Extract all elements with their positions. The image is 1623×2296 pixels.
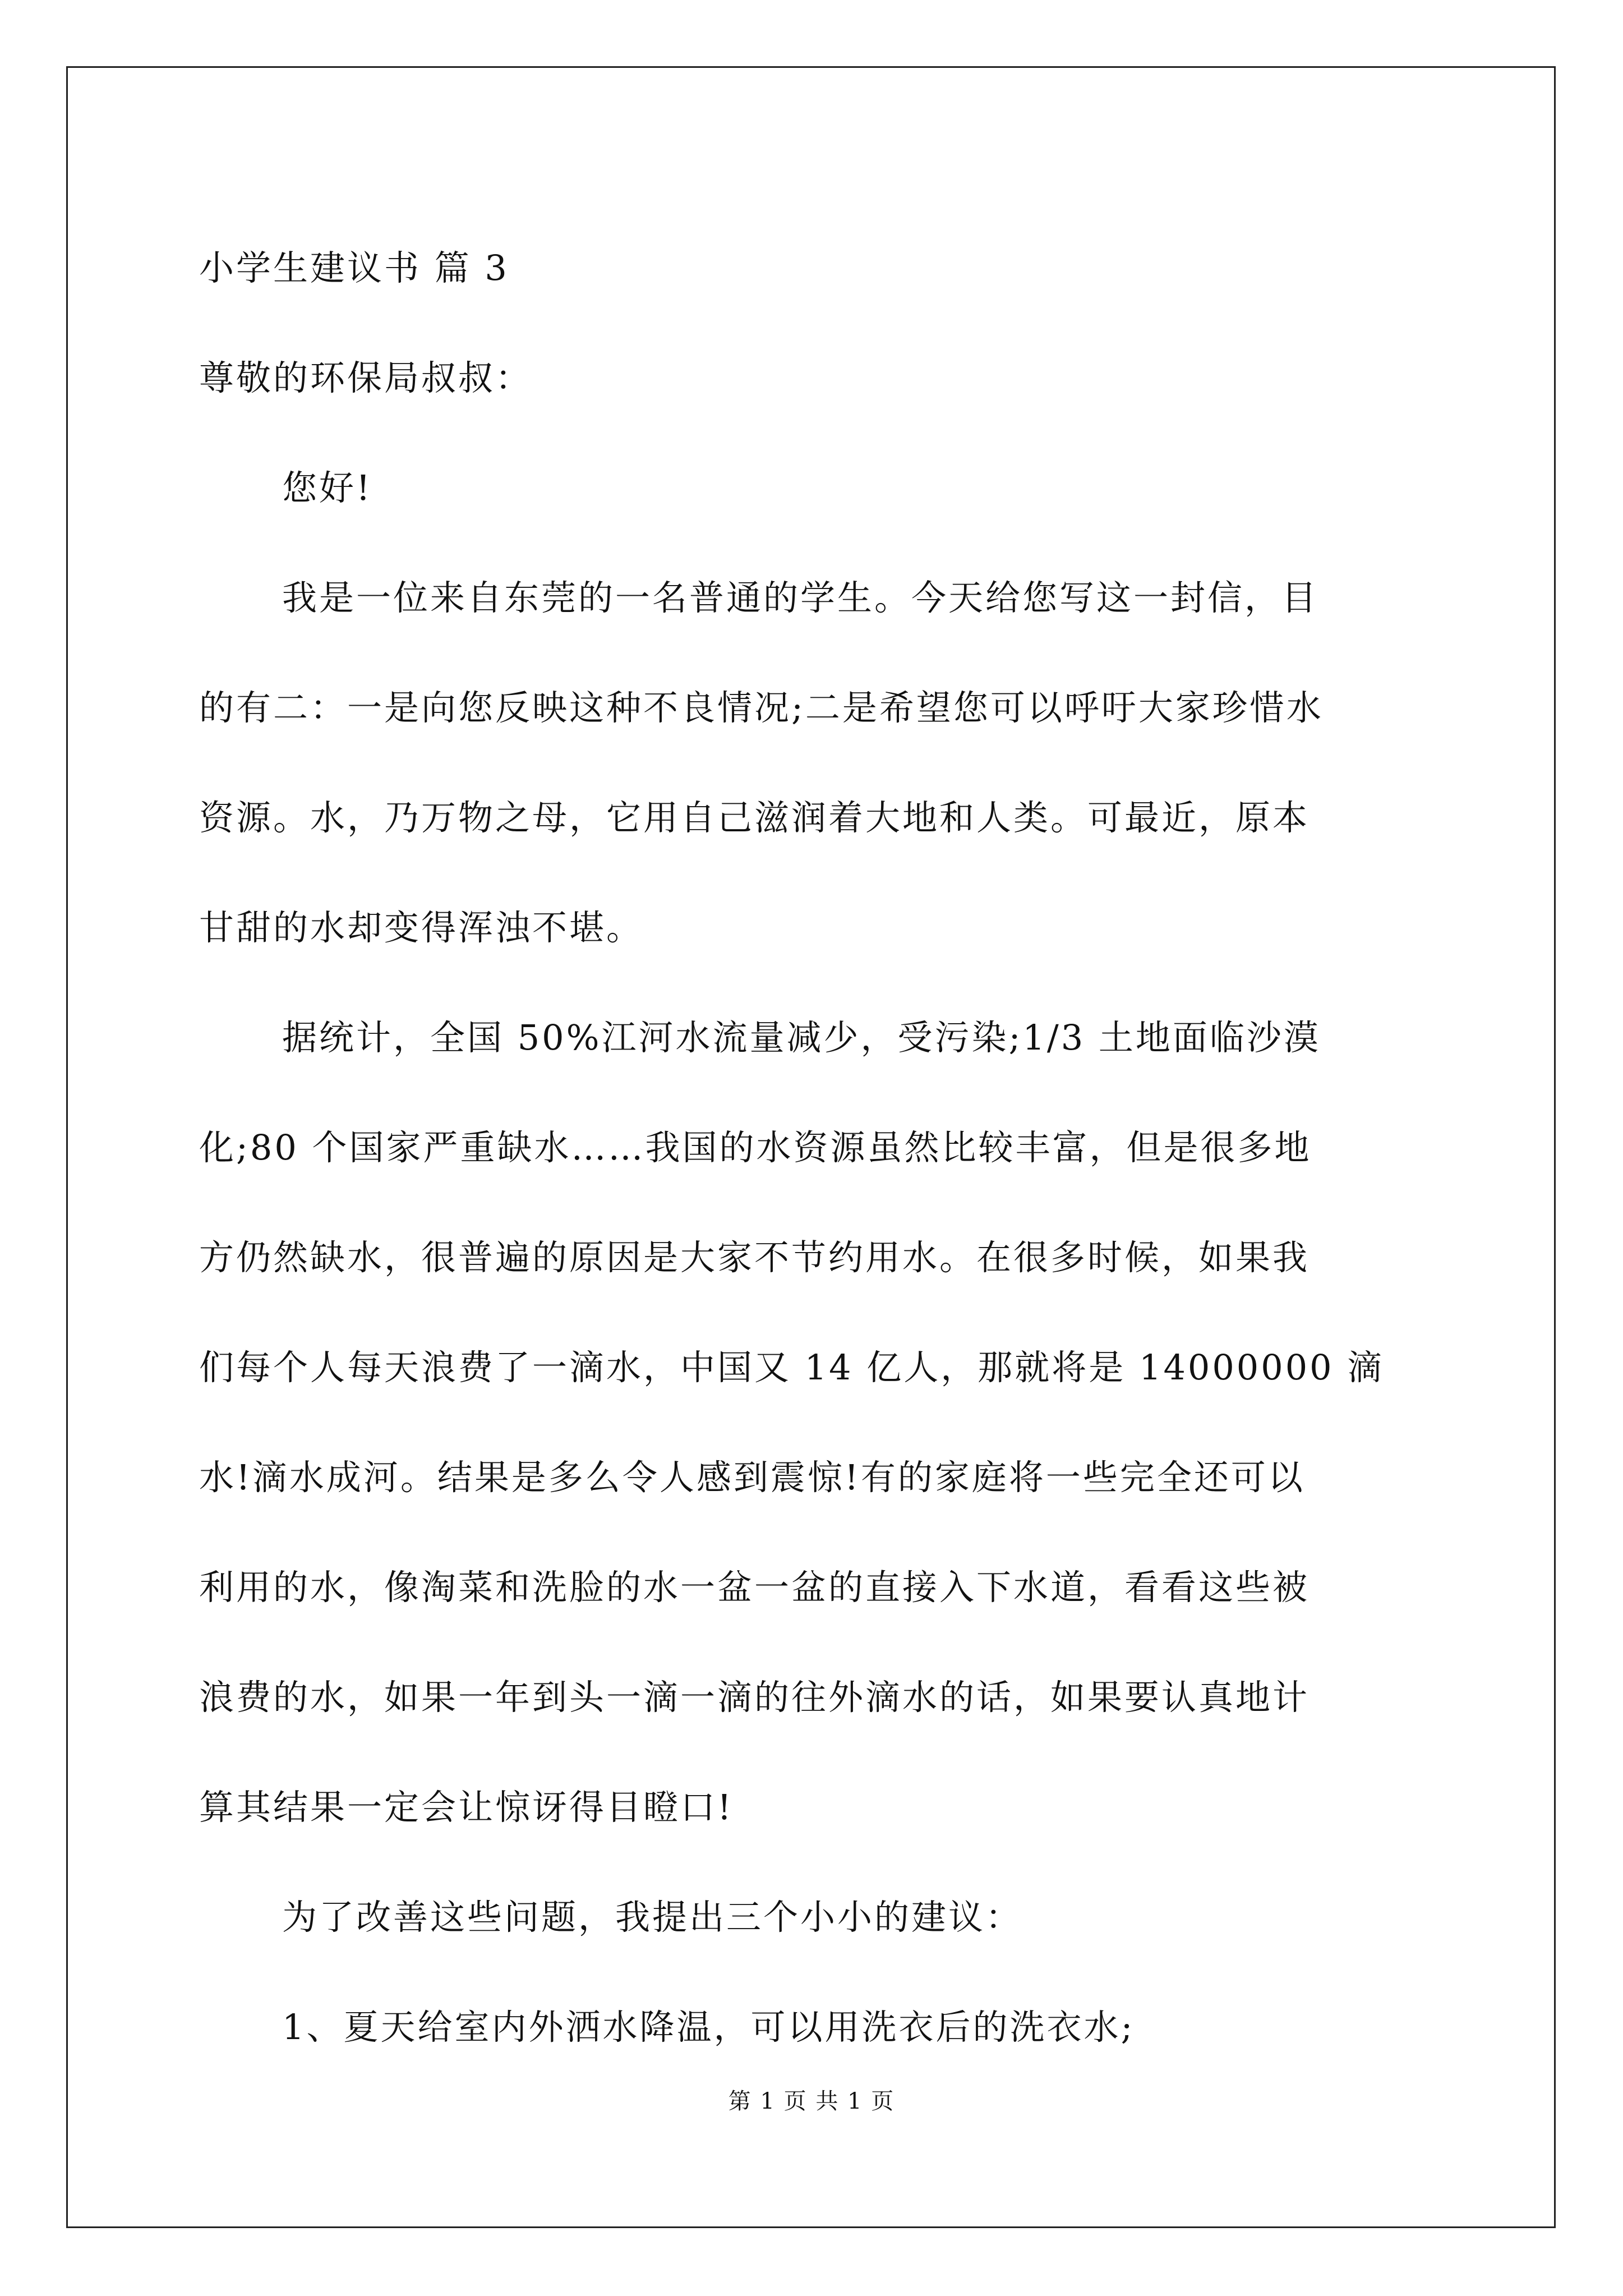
paragraph-line: 方仍然缺水，很普遍的原因是大家不节约用水。在很多时候，如果我 (199, 1237, 1310, 1278)
paragraph-4 (199, 1972, 1422, 2082)
paragraph-line: 的有二：一是向您反映这种不良情况;二是希望您可以呼吁大家珍惜水 (199, 687, 1324, 728)
paragraph-2 (199, 983, 1422, 1862)
document-body (199, 213, 1422, 2082)
paragraph-3 (199, 1862, 1422, 1972)
paragraph-line: 甘甜的水却变得浑浊不堪。 (199, 907, 644, 948)
paragraph-line: 1、夏天给室内外洒水降温，可以用洗衣后的洗衣水; (282, 2007, 1135, 2047)
page-number-footer: 第 1 页 共 1 页 (728, 2088, 895, 2114)
salutation: 尊敬的环保局叔叔： (199, 357, 533, 398)
paragraph-line: 浪费的水，如果一年到头一滴一滴的往外滴水的话，如果要认真地计 (199, 1677, 1310, 1718)
paragraph-line: 利用的水，像淘菜和洗脸的水一盆一盆的直接入下水道，看看这些被 (199, 1567, 1310, 1608)
greeting: 您好! (282, 467, 372, 508)
paragraph-line: 为了改善这些问题，我提出三个小小的建议： (282, 1897, 1023, 1938)
paragraph-line: 化;80 个国家严重缺水……我国的水资源虽然比较丰富，但是很多地 (199, 1127, 1312, 1168)
paragraph-line: 资源。水，乃万物之母，它用自己滋润着大地和人类。可最近，原本 (199, 797, 1310, 838)
paragraph-line: 们每个人每天浪费了一滴水，中国又 14 亿人，那就将是 14000000 滴 (199, 1347, 1385, 1388)
document-title: 小学生建议书 篇 3 (199, 247, 509, 288)
paragraph-line: 水!滴水成河。结果是多么令人感到震惊!有的家庭将一些完全还可以 (199, 1457, 1305, 1498)
paragraph-line: 算其结果一定会让惊讶得目瞪口! (199, 1787, 734, 1828)
paragraph-line: 我是一位来自东莞的一名普通的学生。今天给您写这一封信，目 (282, 577, 1319, 618)
paragraph-1 (199, 543, 1422, 983)
paragraph-line: 据统计，全国 50%江河水流量减少，受污染;1/3 土地面临沙漠 (282, 1017, 1321, 1058)
